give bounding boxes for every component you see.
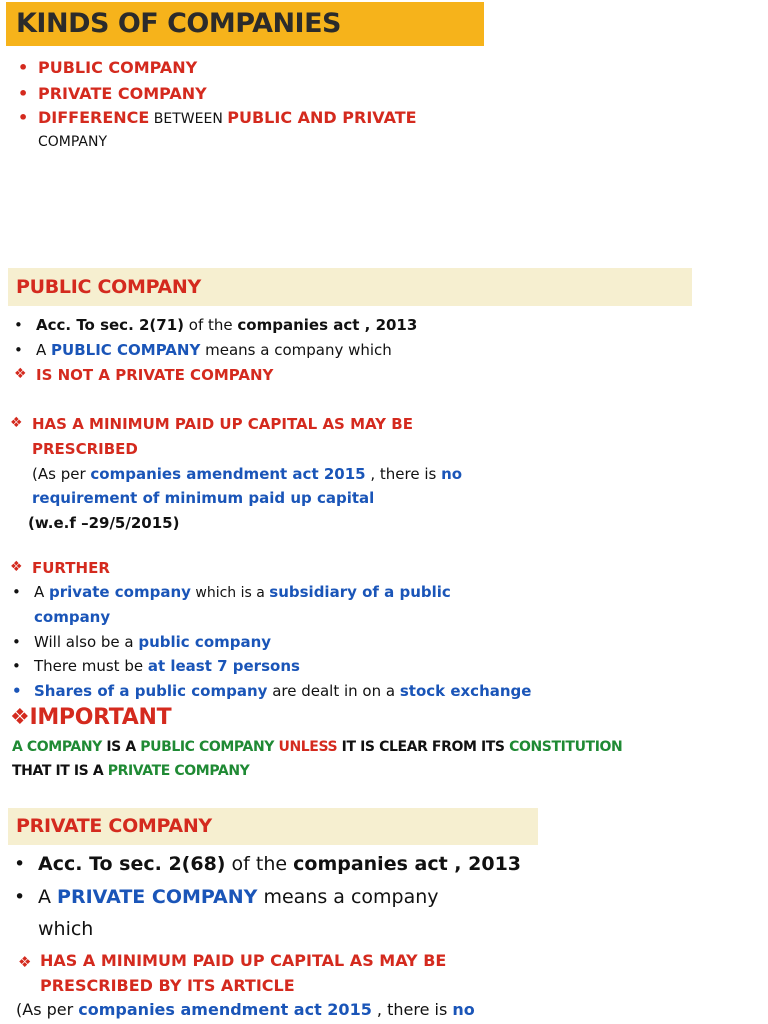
- private-min-capital-cont: PRESCRIBED BY ITS ARTICLE: [40, 976, 295, 995]
- public-further-2: Will also be a public company: [34, 633, 272, 651]
- private-definition: A PRIVATE COMPANY means a company: [38, 886, 439, 908]
- private-section-ref: Acc. To sec. 2(68) of the companies act , 2013: [38, 853, 522, 875]
- kinds-item-difference: DIFFERENCE BETWEEN PUBLIC AND PRIVATE: [38, 108, 417, 127]
- kinds-item-private: PRIVATE COMPANY: [38, 84, 207, 103]
- public-further-1-cont: company: [34, 608, 111, 626]
- public-amendment-note: (As per companies amendment act 2015 , there is no: [32, 465, 463, 483]
- bullet: •: [14, 853, 26, 875]
- public-further: FURTHER: [32, 559, 110, 577]
- private-title: PRIVATE COMPANY: [8, 808, 538, 845]
- public-min-capital: HAS A MINIMUM PAID UP CAPITAL AS MAY BE: [32, 415, 413, 433]
- bullet: •: [18, 108, 29, 127]
- diamond-bullet-icon: ❖: [18, 953, 32, 971]
- diamond-bullet-icon: ❖: [10, 415, 23, 431]
- public-important-1: A COMPANY IS A PUBLIC COMPANY UNLESS IT IS CLEAR FROM ITS CONSTITUTION: [12, 739, 623, 755]
- bullet: •: [18, 58, 29, 77]
- public-further-1: A private company which is a subsidiary of a public: [34, 583, 451, 601]
- bullet: •: [14, 886, 26, 908]
- private-definition-cont: which: [38, 918, 94, 940]
- bullet: •: [12, 633, 21, 651]
- kinds-item-public: PUBLIC COMPANY: [38, 58, 198, 77]
- public-section-ref: Acc. To sec. 2(71) of the companies act , 2013: [36, 316, 418, 334]
- bullet: •: [12, 682, 22, 700]
- bullet: •: [12, 583, 21, 601]
- private-min-capital: HAS A MINIMUM PAID UP CAPITAL AS MAY BE: [40, 951, 447, 970]
- public-not-private: IS NOT A PRIVATE COMPANY: [36, 366, 274, 384]
- public-min-capital-cont: PRESCRIBED: [32, 440, 138, 458]
- public-further-4: Shares of a public company are dealt in on a stock exchange: [34, 682, 532, 700]
- diamond-bullet-icon: ❖: [10, 559, 23, 575]
- public-further-3: There must be at least 7 persons: [34, 657, 300, 675]
- kinds-item-difference-cont: COMPANY: [38, 134, 108, 150]
- bullet: •: [14, 341, 23, 359]
- public-amendment-note-cont: requirement of minimum paid up capital: [32, 489, 375, 507]
- diamond-bullet-icon: ❖: [14, 366, 27, 382]
- public-title: PUBLIC COMPANY: [8, 268, 692, 306]
- public-important-2: THAT IT IS A PRIVATE COMPANY: [12, 763, 250, 779]
- public-definition: A PUBLIC COMPANY means a company which: [36, 341, 392, 359]
- diamond-bullet-icon: ❖: [10, 705, 30, 730]
- public-effective-date: (w.e.f –29/5/2015): [28, 514, 180, 532]
- public-important: ❖IMPORTANT: [10, 705, 172, 730]
- bullet: •: [18, 84, 29, 103]
- bullet: •: [14, 316, 23, 334]
- private-amendment-note: (As per companies amendment act 2015 , there is no: [16, 1000, 475, 1019]
- kinds-title: KINDS OF COMPANIES: [6, 2, 484, 46]
- bullet: •: [12, 657, 21, 675]
